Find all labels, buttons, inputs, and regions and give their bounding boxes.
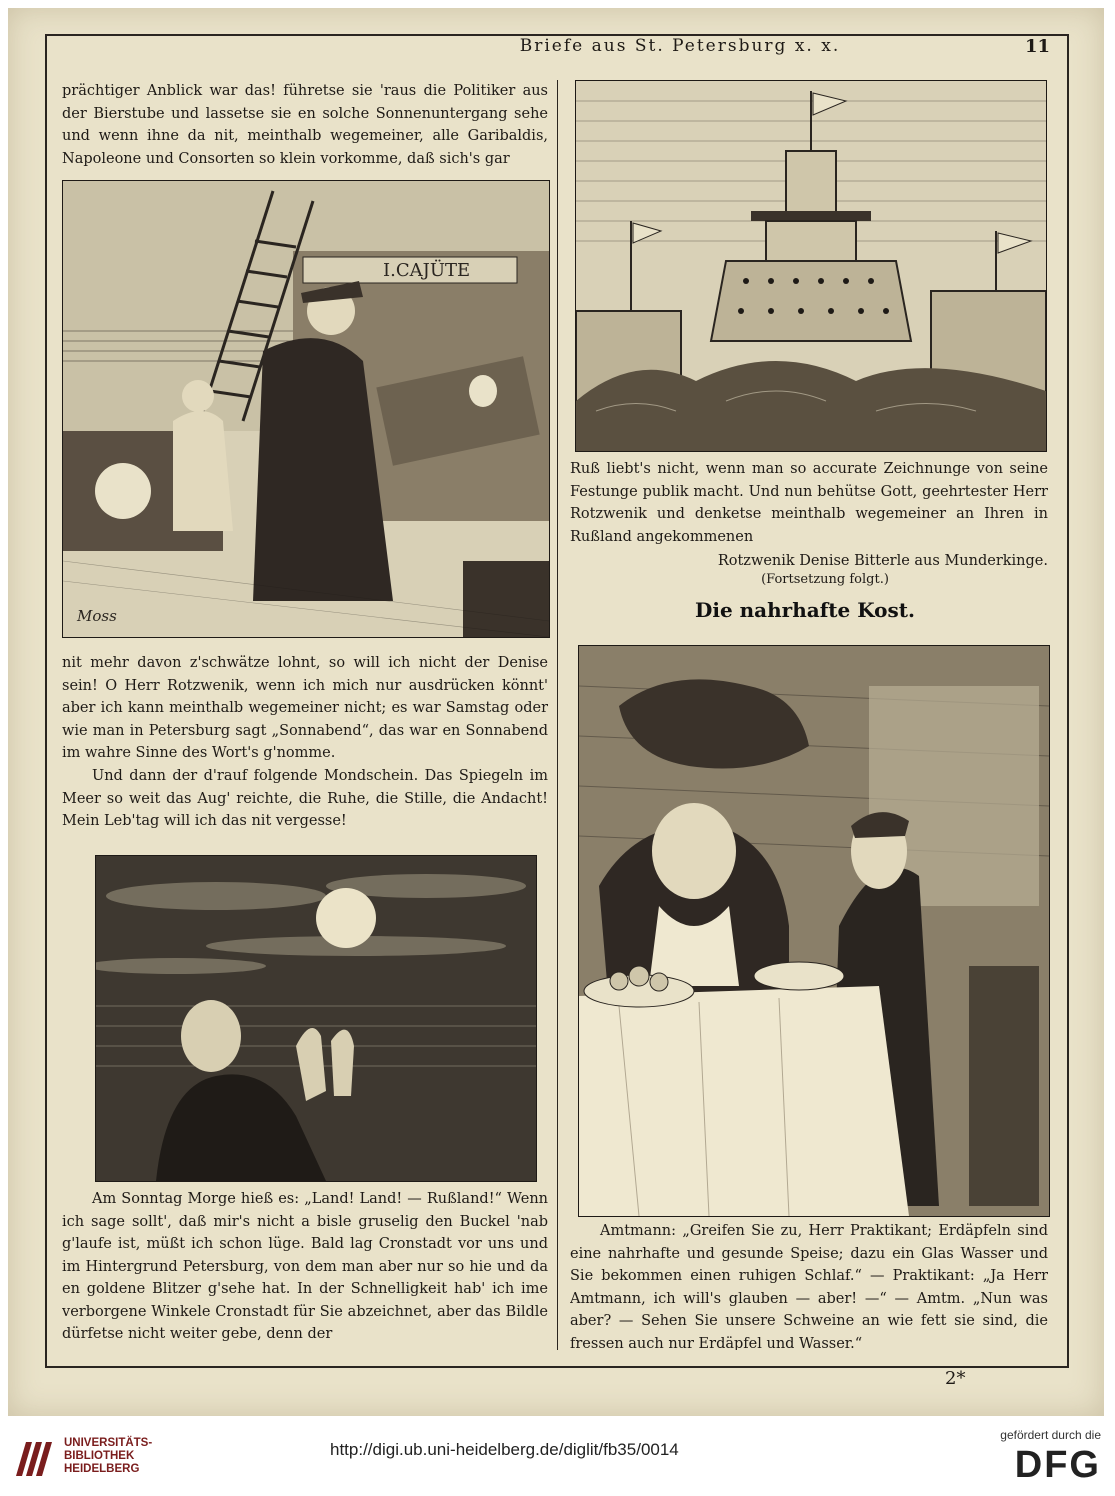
- dinner-illustration: [578, 645, 1050, 1217]
- left-paragraph-2: nit mehr davon z'schwätze lohnt, so will ich nicht der Denise sein! O Herr Rotzwenik, wenn ich mich nur ausdrücken könnt' aber ich kann meinthalb wegemeiner nicht; es war Samstag oder wie man in Petersburg sagt „Sonnabend“, das war en Sonnabend im wahre Sinne des Wort's g'nomme.: [62, 655, 548, 761]
- dinner-caption: Amtmann: „Greifen Sie zu, Herr Praktikant; Erdäpfeln sind eine nahrhafte und gesunde Speise; dazu ein Glas Wasser und Sie bekommen einen ruhigen Schlaf.“ — Praktikant: „Ja Herr Amtmann, ich will's glauben — aber! —“ — Amtm. „Nun was aber? — Sehen Sie unsere Schweine an wie fett sie sind, die fressen auch nur Erdäpfel und Wasser.“: [570, 1223, 1048, 1350]
- letter-signature: Rotzwenik Denise Bitterle aus Munderkinge.: [717, 553, 1048, 569]
- library-logo-icon[interactable]: [12, 1436, 58, 1482]
- library-name[interactable]: UNIVERSITÄTS- BIBLIOTHEK HEIDELBERG: [64, 1437, 153, 1475]
- ship-deck-illustration: [62, 180, 550, 638]
- page-url-link[interactable]: http://digi.ub.uni-heidelberg.de/diglit/fb35/0014: [330, 1440, 679, 1459]
- column-divider: [557, 80, 558, 1350]
- dfg-logo[interactable]: DFG: [1014, 1444, 1101, 1486]
- artist-signature: Moss: [77, 607, 117, 625]
- left-paragraph-3: Und dann der d'rauf folgende Mondschein. Das Spiegeln im Meer so weit das Aug' reichte, die Ruhe, die Stille, die Andacht! Mein Leb'tag will ich das nit vergesse!: [62, 768, 548, 829]
- moonlight-illustration: [95, 855, 537, 1182]
- left-paragraph-1: prächtiger Anblick war das! führetse sie 'raus die Politiker aus der Bierstube und lassetse sie en solche Sonnenuntergang sehe und wenn ihne da nit, meinthalb wegemeiner, alle Garibaldis, Napoleone und Consorten so klein vorkomme, daß sich's gar: [62, 83, 548, 167]
- cabin-sign: I.CAJÜTE: [383, 260, 471, 281]
- running-title: Briefe aus St. Petersburg x. x.: [519, 36, 841, 56]
- funded-by-label: gefördert durch die: [1000, 1428, 1101, 1442]
- right-paragraph-1: Ruß liebt's nicht, wenn man so accurate Zeichnunge von seine Festunge publik macht. Und nun behütse Gott, geehrtester Herr Rotzwenik und denketse meinthalb wegemeiner an Ihren in Rußland angekommenen: [570, 461, 1048, 545]
- article-title: Die nahrhafte Kost.: [695, 598, 915, 622]
- sheet-mark: 2*: [945, 1368, 966, 1389]
- footer-bar: [0, 1416, 1115, 1496]
- left-paragraph-4: Am Sonntag Morge hieß es: „Land! Land! — Rußland!“ Wenn ich sage sollt', daß mir's nicht a bisle gruselig den Buckel 'nab g'laufe ist, müßt ich schon lüge. Bald lag Cronstadt vor uns und im Hintergrund Petersburg, von dem man aber nur so hie und da en goldene Blitzer g'sehe hat. In der Schnelligkeit hab' ich ime verborgene Winkele Cronstadt für Sie abzeichnet, aber das Bildle dürfetse nicht weiter gebe, denn der: [62, 1191, 548, 1342]
- continuation-note: (Fortsetzung folgt.): [761, 572, 889, 587]
- page-number: 11: [1024, 36, 1050, 57]
- fortress-illustration: [575, 80, 1047, 452]
